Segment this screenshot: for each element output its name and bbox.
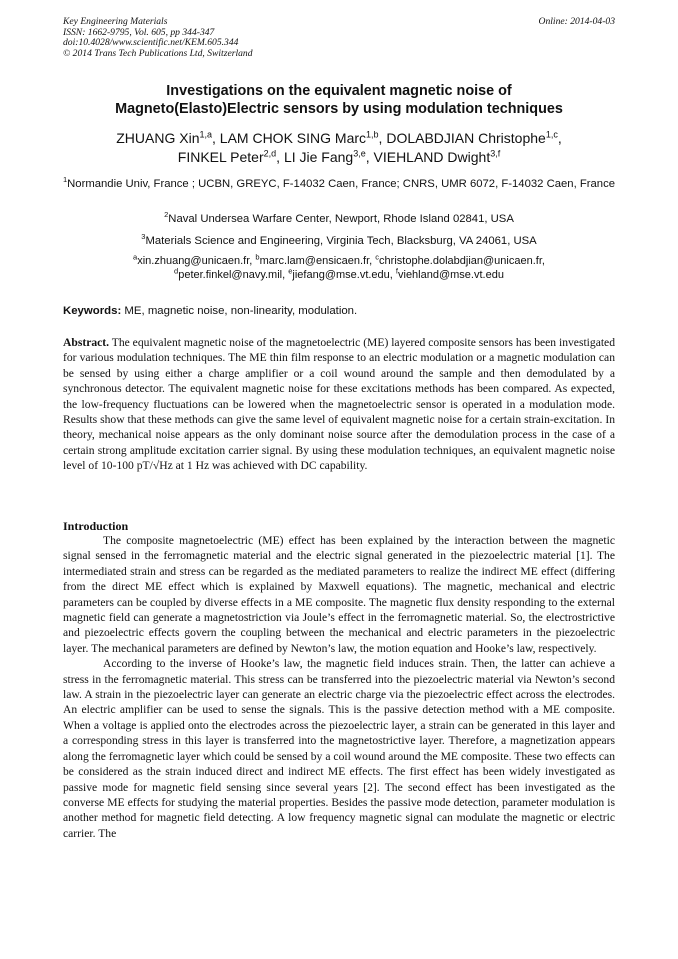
email-mark: c — [375, 252, 380, 262]
author-name: DOLABDJIAN Christophe — [386, 130, 546, 146]
journal-name: Key Engineering Materials — [63, 16, 168, 27]
author-name: LI Jie Fang — [283, 149, 354, 165]
abstract-label: Abstract. — [63, 336, 110, 349]
journal-info — [63, 17, 615, 59]
keywords-label: Keywords: — [63, 305, 122, 317]
email-mark: f — [395, 266, 398, 276]
email-mark: a — [133, 252, 138, 262]
author-affil-mark: 1,a — [199, 129, 212, 140]
email-link[interactable]: viehland@mse.vt.edu — [398, 269, 504, 282]
paragraph: The composite magnetoelectric (ME) effect has been explained by the interaction between the magnetic signal sensed in the ferromagnetic material and the electric signal generated in the piezoelectric material [1]. The intermediated strain and stress can be regarded as the mediated parameters to realize the indirect ME effect (differing from the direct ME effect which is explained by Maxwell equations). The magnetic, mechanical and electric parameters can be coupled by diverse effects in a ME composite. The magnetic flux density responding to the external magnetic field can generate a magnetostriction via Joule’s effect in the ferromagnetic material. So, the electrostrictive and piezoelectric effects govern the coupling between the mechanical and electric parameters in the piezoelectric layer. The mechanical parameters are defined by Newton’s law, the motion equation and Hooke’s law, respectively. — [63, 534, 615, 655]
affiliation-text: Normandie Univ, France ; UCBN, GREYC, F-14032 Caen, France; CNRS, UMR 6072, F-14032 Caen, France — [67, 178, 616, 190]
author-affil-mark: 3,e — [353, 148, 366, 159]
keywords-text: ME, magnetic noise, non-linearity, modulation. — [121, 305, 358, 317]
author-affil-mark: 3,f — [490, 148, 501, 159]
email-mark: d — [174, 266, 179, 276]
email-mark: e — [288, 266, 293, 276]
affiliation-mark: 2 — [164, 210, 169, 220]
author-name: FINKEL Peter — [177, 149, 264, 165]
author-list — [50, 129, 628, 167]
affiliation-text: Naval Undersea Warfare Center, Newport, Rhode Island 02841, USA — [168, 213, 514, 225]
journal-header — [63, 17, 615, 59]
journal-issn: ISSN: 1662-9795, Vol. 605, pp 344-347 — [63, 26, 215, 38]
email-mark: b — [255, 252, 260, 262]
author-name: ZHUANG Xin — [116, 130, 200, 146]
abstract — [63, 335, 615, 474]
email-link[interactable]: peter.finkel@navy.mil, — [178, 269, 289, 282]
email-link[interactable]: marc.lam@ensicaen.fr, — [259, 255, 376, 267]
author-sep: , — [212, 130, 220, 146]
author-line-2 — [50, 148, 628, 167]
online-date: Online: 2014-04-03 — [538, 16, 615, 27]
email-link[interactable]: jiefang@mse.vt.edu, — [292, 269, 396, 282]
email-line-2 — [60, 268, 618, 282]
author-emails — [60, 254, 618, 283]
affiliation-text: Materials Science and Engineering, Virginia Tech, Blacksburg, VA 24061, USA — [145, 235, 537, 247]
paragraph: According to the inverse of Hooke’s law, the magnetic field induces strain. Then, the latter can achieve a stress in the ferromagnetic material. This stress can be transferred into the piezoelectric material via Newton’s second law. A strain in the piezoelectric layer can generate an electric charge via the piezoelectric effect across the electrodes. An electric amplifier can be used to sense the signals. This is the passive detection method with a ME composite. When a voltage is applied onto the electrodes across the piezoelectric layer, a strain can be generated in this layer and a corresponding stress in this layer is transferred into the magnetostrictive layer. Therefore, a magnetization appears along the ferromagnetic layer which could be sensed by a coil wound around the ME composite. These two effects can be considered as the strain induced direct and indirect ME effects. The first effect has been widely investigated as passive mode for magnetic field sensing since several years [2]. The second effect has been investigated as the converse ME effects for studying the material properties. Besides the passive mode detection, parameter modulation is another method for magnetic field detecting. A low frequency magnetic signal can modulate the magnetic or electric carrier. The — [63, 657, 615, 840]
title-line-1: Investigations on the equivalent magnetic noise of — [166, 83, 512, 99]
author-affil-mark: 1,c — [545, 129, 558, 140]
author-name: LAM CHOK SING Marc — [219, 130, 367, 146]
author-line-1 — [50, 129, 628, 148]
paper-title — [50, 83, 628, 118]
email-line-1 — [60, 254, 618, 268]
keywords — [63, 304, 618, 318]
affiliation-1 — [60, 177, 618, 192]
author-sep: , — [365, 149, 374, 165]
author-sep: , — [378, 130, 387, 146]
journal-doi: doi:10.4028/www.scientific.net/KEM.605.344 — [63, 37, 239, 49]
email-link[interactable]: xin.zhuang@unicaen.fr, — [137, 255, 256, 267]
affiliation-mark: 3 — [141, 232, 146, 242]
abstract-text: The equivalent magnetic noise of the magnetoelectric (ME) layered composite sensors has been investigated for various modulation techniques. The ME thin film response to an electric modulation or a magnetic modulation can be sensed by using either a charge amplifier or a coil wound around the sample and then demodulated by a synchronous detector. The equivalent magnetic noise for these excitations methods has been compared. As expected, the low-frequency fluctuations can be lowered when the magnetoelectric sensor is operated in a modulation mode. Results show that these methods can give the same level of equivalent magnetic noise for a certain strain-excitation. In theory, mechanical noise appears as the only dominant noise source after the demodulation process in the case of a certain strong amplitude excitation carrier signal. By using these modulation techniques, an equivalent magnetic noise level of 10-100 pT/√Hz at 1 Hz was achieved with DC capability. — [63, 336, 615, 473]
author-sep: , — [276, 149, 284, 165]
journal-copyright: © 2014 Trans Tech Publications Ltd, Switzerland — [63, 47, 253, 59]
author-affil-mark: 2,d — [263, 148, 277, 159]
affiliation-mark: 1 — [62, 175, 68, 185]
email-link[interactable]: christophe.dolabdjian@unicaen.fr, — [379, 255, 545, 267]
section-heading: Introduction — [63, 519, 129, 533]
author-sep: , — [557, 130, 562, 146]
title-line-2: Magneto(Elasto)Electric sensors by using modulation techniques — [115, 100, 563, 117]
introduction-body — [63, 533, 615, 841]
author-affil-mark: 1,b — [366, 129, 379, 140]
author-name: VIEHLAND Dwight — [373, 149, 491, 165]
affiliation-2 — [60, 212, 618, 227]
affiliation-3 — [60, 234, 618, 249]
